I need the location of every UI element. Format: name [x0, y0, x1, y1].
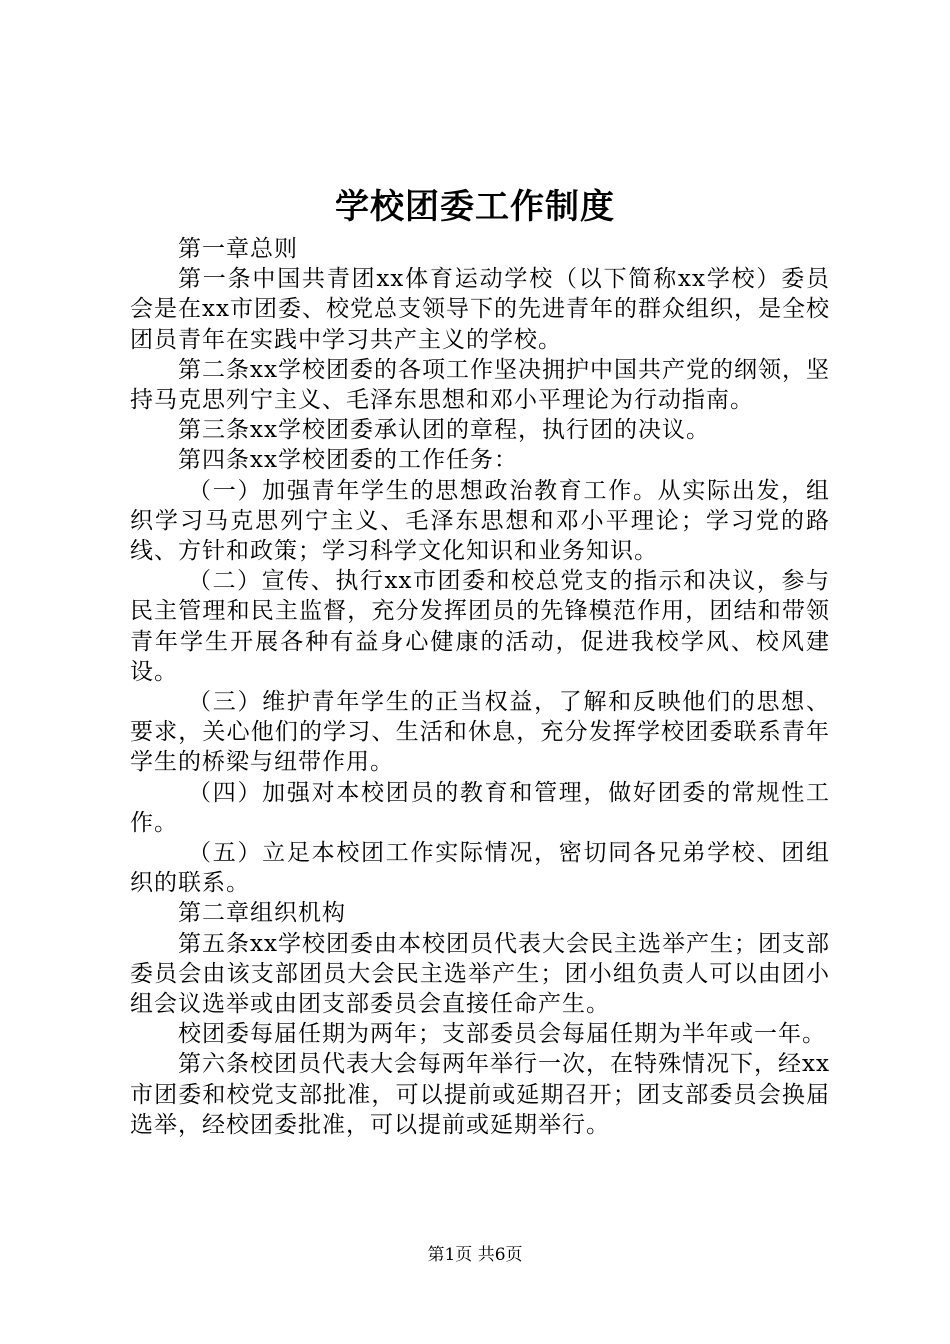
task-item-paragraph: （一）加强青年学生的思想政治教育工作。从实际出发，组织学习马克思列宁主义、毛泽东思想和邓小平理论；学习党的路线、方针和政策；学习科学文化知识和业务知识。	[130, 477, 830, 565]
article-paragraph: 第六条校团员代表大会每两年举行一次，在特殊情况下，经xx市团委和校党支部批准，可以提前或延期召开；团支部委员会换届选举，经校团委批准，可以提前或延期举行。	[130, 1051, 830, 1138]
article-paragraph: 第五条xx学校团委由本校团员代表大会民主选举产生；团支部委员会由该支部团员大会民主选举产生；团小组负责人可以由团小组会议选举或由团支部委员会直接任命产生。	[130, 930, 830, 1018]
task-item-paragraph: （四）加强对本校团员的教育和管理，做好团委的常规性工作。	[130, 779, 830, 836]
chapter-heading: 第二章组织机构	[178, 900, 346, 927]
document-body	[130, 234, 830, 1140]
task-item-paragraph: （三）维护青年学生的正当权益，了解和反映他们的思想、要求，关心他们的学习、生活和休息，充分发挥学校团委联系青年学生的桥梁与纽带作用。	[130, 689, 830, 776]
chapter-heading: 第一章总则	[178, 236, 298, 262]
task-item-paragraph: （二）宣传、执行xx市团委和校总党支的指示和决议，参与民主管理和民主监督，充分发挥团员的先锋模范作用，团结和带领青年学生开展各种有益身心健康的活动，促进我校学风、校风建设。	[130, 568, 830, 685]
article-paragraph: 第四条xx学校团委的工作任务：	[178, 447, 518, 474]
article-paragraph: 校团委每届任期为两年；支部委员会每届任期为半年或一年。	[178, 1021, 826, 1048]
article-paragraph: 第三条xx学校团委承认团的章程，执行团的决议。	[178, 417, 710, 444]
article-paragraph: 第一条中国共青团xx体育运动学校（以下简称xx学校）委员会是在xx市团委、校党总支领导下的先进青年的群众组织，是全校团员青年在实践中学习共产主义的学校。	[130, 266, 830, 353]
document-title: 学校团委工作制度	[335, 187, 615, 227]
task-item-paragraph: （五）立足本校团工作实际情况，密切同各兄弟学校、团组织的联系。	[130, 840, 830, 897]
article-paragraph: 第二条xx学校团委的各项工作坚决拥护中国共产党的纲领，坚持马克思列宁主义、毛泽东思想和邓小平理论为行动指南。	[130, 356, 830, 414]
page-number-footer: 第1页 共6页	[427, 1245, 523, 1265]
